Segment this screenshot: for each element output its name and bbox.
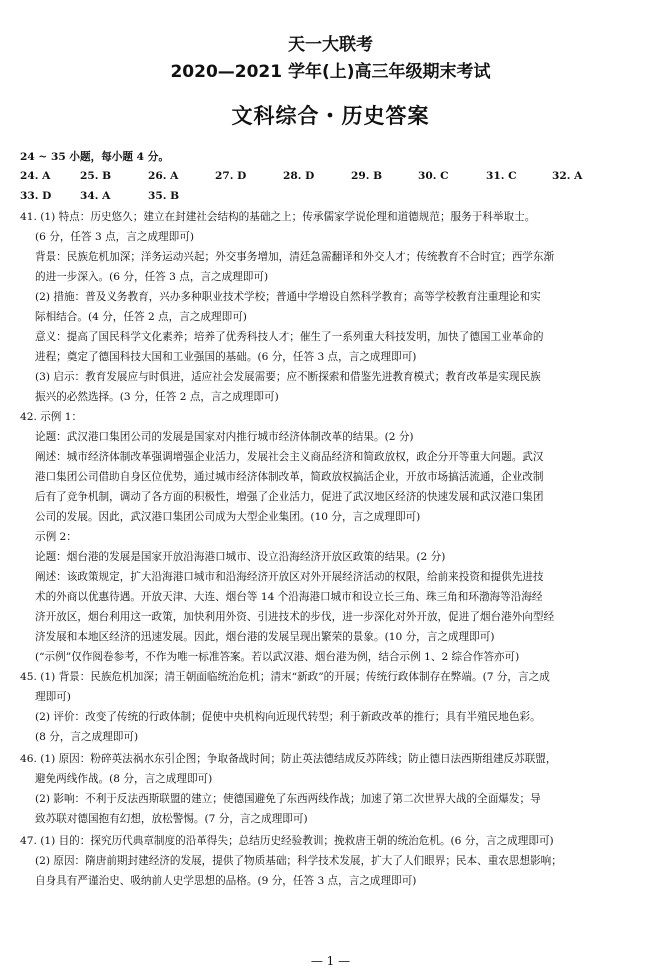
answer-line: 阐述：该政策规定，扩大沿海港口城市和沿海经济开放区对外开展经济活动的权限，给前来投资和提供先进技 <box>35 571 544 583</box>
answer-line: 济发展和本地区经济的迅速发展。因此，烟台港的发展呈现出繁荣的景象。(10 分，言之成理即可) <box>35 631 495 643</box>
choice-answer: 24. A <box>20 170 51 182</box>
answer-line: 阐述：城市经济体制改革强调增强企业活力，发展社会主义商品经济和简政放权，政企分开等重大问题。武汉 <box>35 451 544 463</box>
answer-line: 46. (1) 原因：粉碎英法祸水东引企图；争取备战时间；防止英法德结成反苏阵线；防止德日法西斯组建反苏联盟， <box>20 753 557 765</box>
answer-line: 后有了竞争机制，调动了各方面的积极性，增强了企业活力，促进了武汉地区经济的快速发展和武汉港口集团 <box>35 491 544 503</box>
answer-line: 论题：武汉港口集团公司的发展是国家对内推行城市经济体制改革的结果。(2 分) <box>35 431 414 443</box>
answer-line: (2) 措施：普及义务教育，兴办多种职业技术学校；普通中学增设自然科学教育；高等学校教育注重理论和实 <box>35 291 541 303</box>
answer-line: 41. (1) 特点：历史悠久；建立在封建社会结构的基础之上；传承儒家学说伦理和道德规范；服务于科举取士。 <box>20 211 536 223</box>
choice-answer: 33. D <box>20 190 52 202</box>
choice-answer: 28. D <box>283 170 315 182</box>
answer-line: 示例 2： <box>35 531 77 543</box>
answer-line: 背景：民族危机加深；洋务运动兴起；外交事务增加，清廷急需翻译和外交人才；传统教育不合时宜；西学东渐 <box>35 251 555 263</box>
choice-answer: 27. D <box>215 170 247 182</box>
choice-answer: 34. A <box>80 190 111 202</box>
answer-line: (3) 启示：教育发展应与时俱进，适应社会发展需要；应不断探索和借鉴先进教育模式；教育改革是实现民族 <box>35 371 541 383</box>
exam-name-title: 2020—2021 学年(上)高三年级期末考试 <box>170 62 491 82</box>
subject-title: 文科综合・历史答案 <box>231 104 430 128</box>
answer-line: (2) 影响：不利于反法西斯联盟的建立；使德国避免了东西两线作战；加速了第二次世界大战的全面爆发；导 <box>35 793 541 805</box>
choice-answer: 31. C <box>486 170 517 182</box>
answer-line: 避免两线作战。(8 分，言之成理即可) <box>35 773 213 785</box>
answer-line: 振兴的必然选择。(3 分，任答 2 点，言之成理即可) <box>35 391 279 403</box>
answer-line: 理即可) <box>35 691 71 703</box>
answer-line: (2) 原因：隋唐前期封建经济的发展，提供了物质基础；科学技术发展，扩大了人们眼界；民本、重农思想影响； <box>35 855 562 867</box>
page-number: — 1 — <box>310 954 351 968</box>
answer-line: 45. (1) 背景：民族危机加深；清王朝面临统治危机；清末“新政”的开展；传统行政体制存在弊端。(7 分，言之成 <box>20 671 550 683</box>
answer-line: 港口集团公司借助自身区位优势，通过城市经济体制改革，简政放权搞活企业，开放市场搞活流通，企业改制 <box>35 471 544 483</box>
answer-line: 意义：提高了国民科学文化素养；培养了优秀科技人才；催生了一系列重大科技发明，加快了德国工业革命的 <box>35 331 544 343</box>
answer-line: 济开放区，烟台利用这一政策，加快利用外资、引进技术的步伐，进一步深化对外开放，促进了烟台港外向型经 <box>35 611 555 623</box>
answer-line: (2) 评价：改变了传统的行政体制；促使中央机构向近现代转型；利于新政改革的推行；具有半殖民地色彩。 <box>35 711 541 723</box>
answer-line: 公司的发展。因此，武汉港口集团公司成为大型企业集团。(10 分，言之成理即可) <box>35 511 421 523</box>
answer-line: 进程；奠定了德国科技大国和工业强国的基础。(6 分，任答 3 点，言之成理即可) <box>35 351 417 363</box>
exam-org-title: 天一大联考 <box>288 35 373 55</box>
choice-answer: 25. B <box>80 170 112 182</box>
answer-line: 的进一步深入。(6 分，任答 3 点，言之成理即可) <box>35 271 269 283</box>
answer-line: 42. 示例 1： <box>20 411 83 423</box>
answer-line: (“示例”仅作阅卷参考，不作为唯一标准答案。若以武汉港、烟台港为例，结合示例 1、2 综合作答亦可) <box>35 651 520 663</box>
choice-answer: 35. B <box>148 190 180 202</box>
answer-line: 47. (1) 目的：探究历代典章制度的沿革得失；总结历史经验教训；挽救唐王朝的统治危机。(6 分，言之成理即可) <box>20 835 554 847</box>
choice-answer: 29. B <box>351 170 383 182</box>
answer-line: 自身具有严谨治史、吸纳前人史学思想的品格。(9 分，任答 3 点，言之成理即可) <box>35 875 417 887</box>
choice-answer: 26. A <box>148 170 179 182</box>
answer-line: 术的外商以优惠待遇。开放天津、大连、烟台等 14 个沿海港口城市和设立长三角、珠三角和环渤海等沿海经 <box>35 591 543 603</box>
choice-answer: 30. C <box>418 170 449 182</box>
answer-line: 际相结合。(4 分，任答 2 点，言之成理即可) <box>35 311 247 323</box>
answer-line: (6 分，任答 3 点，言之成理即可) <box>35 231 194 243</box>
choice-note: 24 ~ 35 小题，每小题 4 分。 <box>20 151 169 163</box>
answer-line: 论题：烟台港的发展是国家开放沿海港口城市、设立沿海经济开放区政策的结果。(2 分) <box>35 551 446 563</box>
answer-line: (8 分，言之成理即可) <box>35 731 139 743</box>
choice-answer: 32. A <box>552 170 583 182</box>
answer-line: 致苏联对德国抱有幻想，放松警惕。(7 分，言之成理即可) <box>35 813 308 825</box>
